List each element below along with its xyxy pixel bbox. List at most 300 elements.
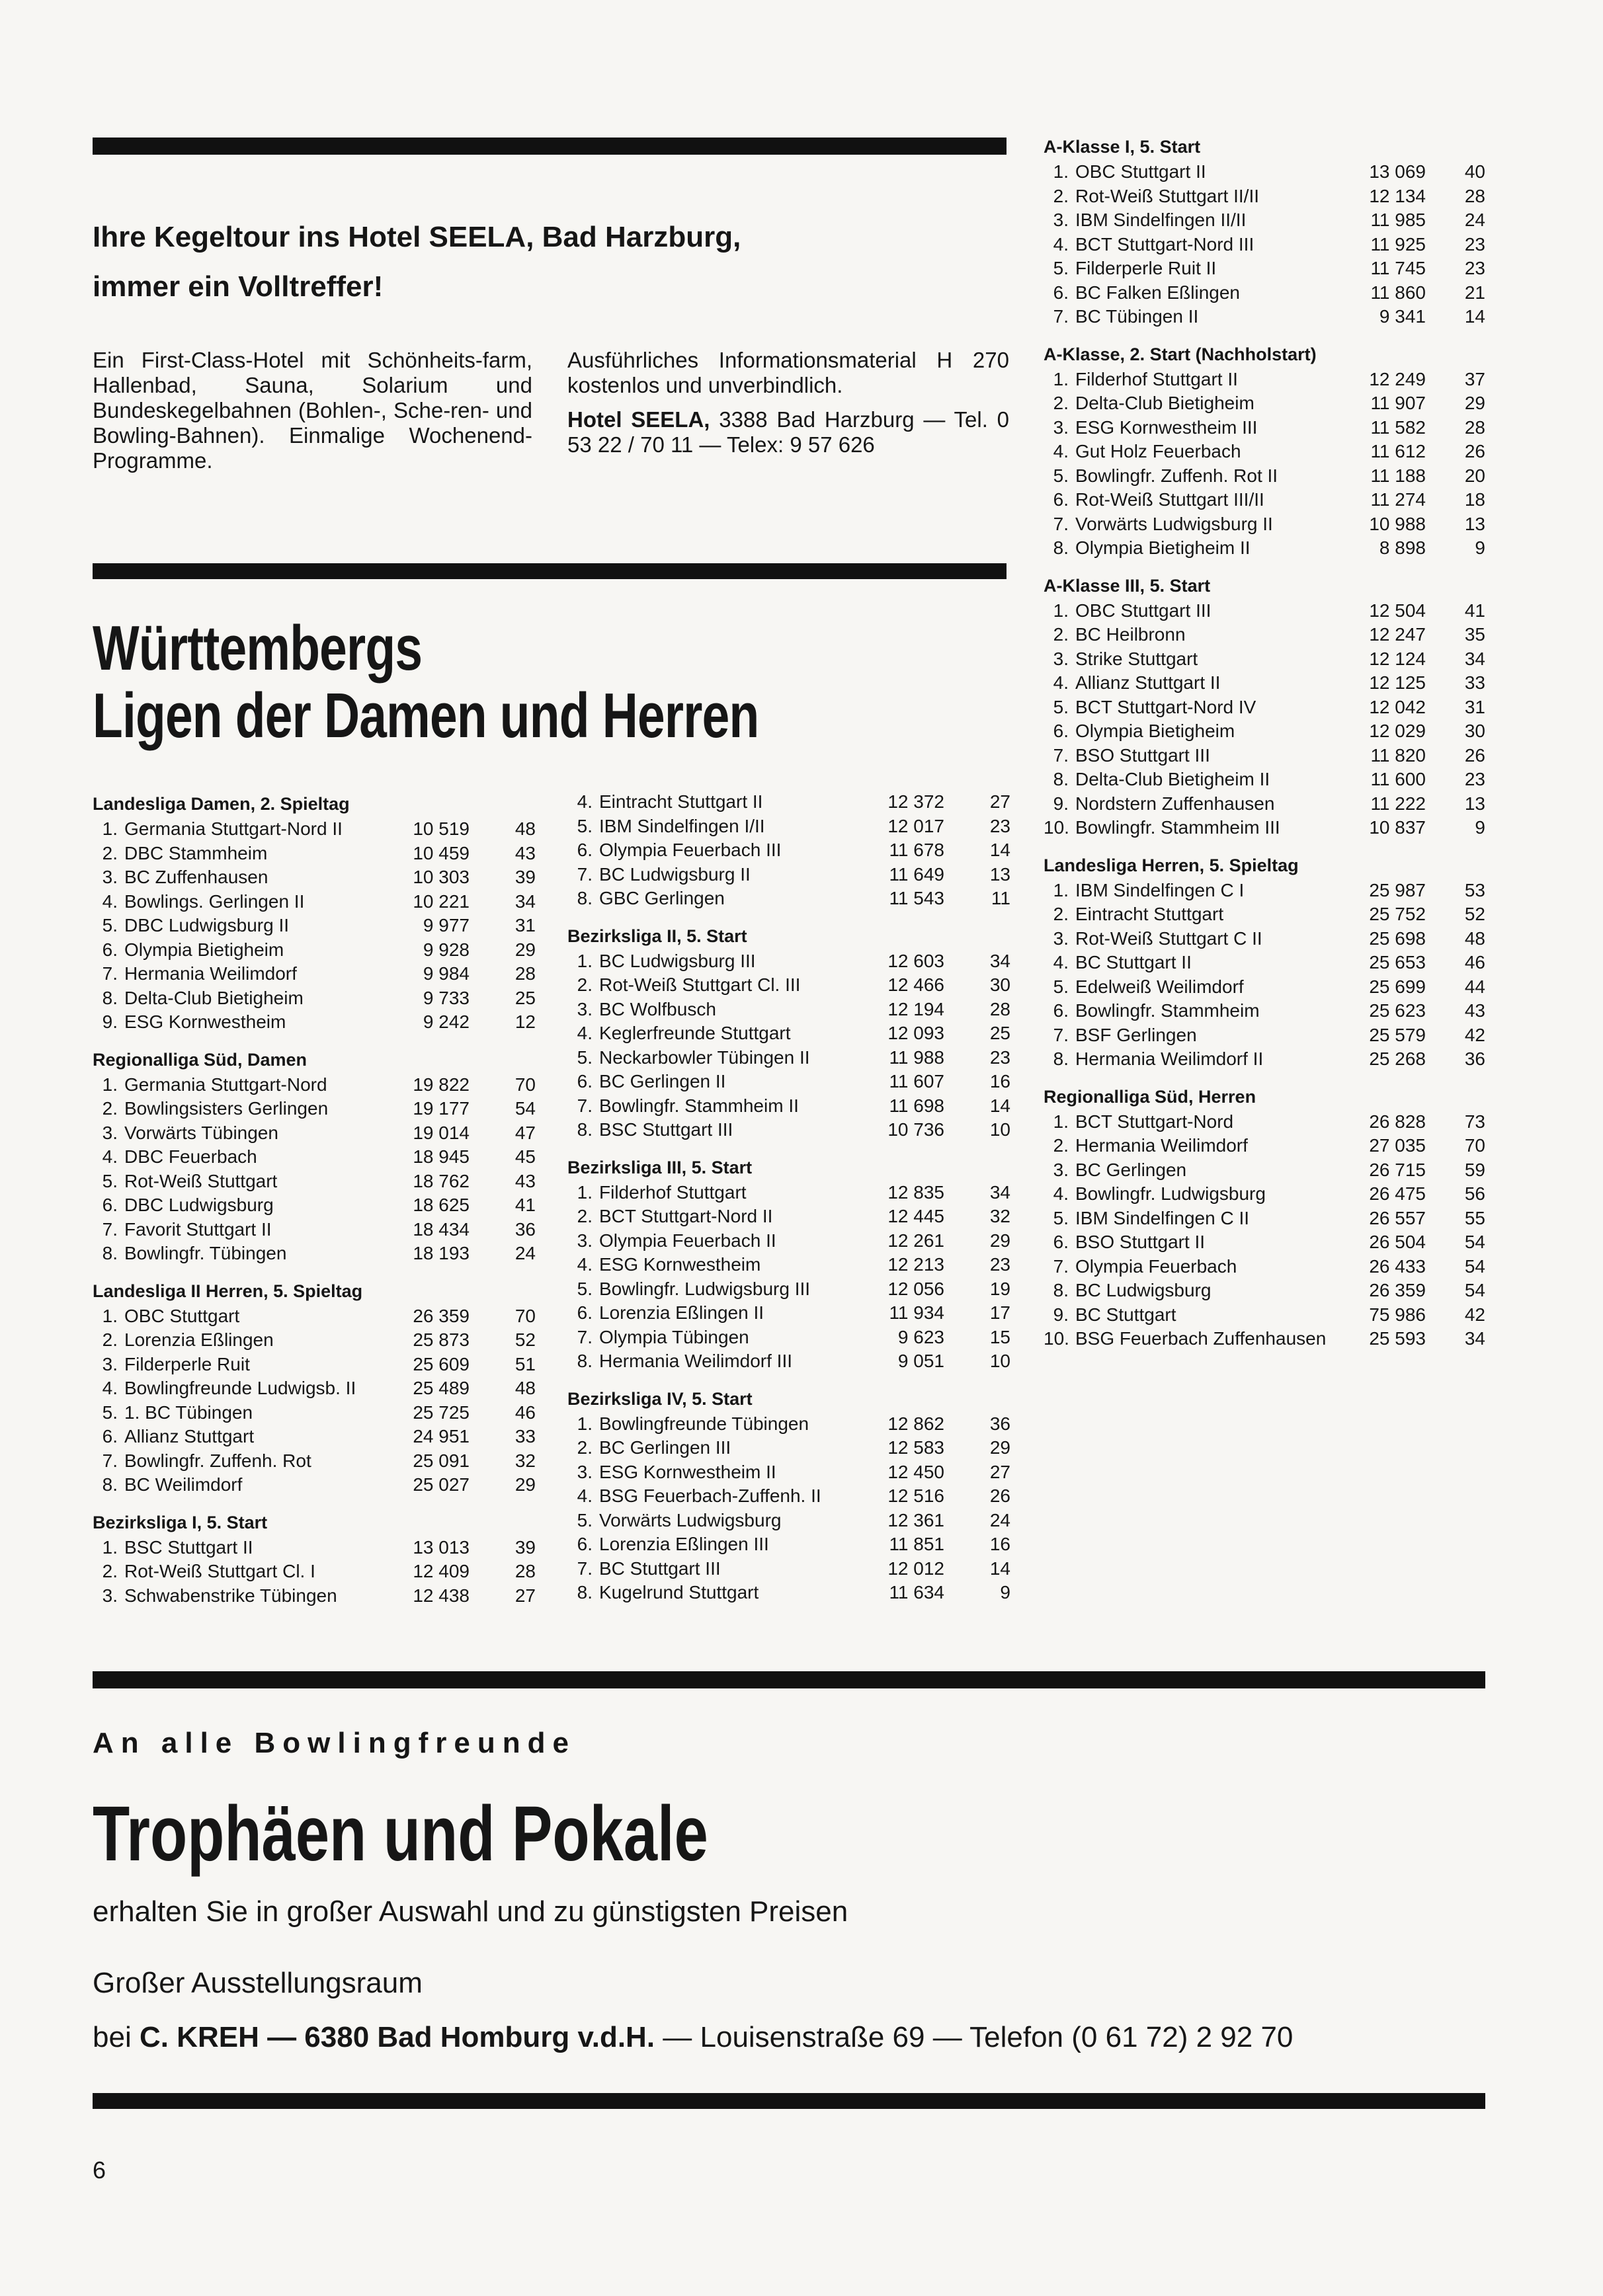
table-row <box>93 890 536 914</box>
table-row <box>93 1097 536 1121</box>
points: 19 <box>989 1278 1010 1299</box>
rank: 4. <box>577 1254 593 1275</box>
score: 24 951 <box>413 1426 470 1446</box>
team-name: Vorwärts Tübingen <box>124 1122 278 1143</box>
points: 42 <box>1464 1304 1485 1325</box>
table-row <box>1044 257 1485 281</box>
table-row <box>1044 233 1485 257</box>
table-row <box>567 1484 1010 1509</box>
points: 23 <box>989 1047 1010 1068</box>
points: 36 <box>1464 1049 1485 1069</box>
table-row <box>1044 1134 1485 1158</box>
league-table <box>93 1281 536 1497</box>
column-right <box>1044 136 1485 1351</box>
score: 11 851 <box>889 1534 944 1554</box>
points: 24 <box>514 1243 536 1263</box>
rank: 7. <box>1053 306 1069 327</box>
table-row <box>1044 768 1485 792</box>
team-name: OBC Stuttgart <box>124 1305 240 1326</box>
rank: 4. <box>1053 233 1069 255</box>
points: 54 <box>1464 1255 1485 1277</box>
rank: 1. <box>577 1181 593 1203</box>
score: 25 725 <box>413 1402 470 1423</box>
points: 47 <box>514 1122 536 1143</box>
points: 54 <box>1464 1280 1485 1300</box>
team-name: IBM Sindelfingen C II <box>1075 1207 1250 1228</box>
table-row <box>567 1509 1010 1533</box>
score: 12 042 <box>1369 696 1426 717</box>
hotel-ad-headline-line-2: immer ein Volltreffer! <box>93 270 384 303</box>
team-name: BSG Feuerbach Zuffenhausen <box>1075 1328 1327 1349</box>
rank: 5. <box>1053 696 1069 717</box>
score: 9 928 <box>423 939 470 960</box>
score: 12 017 <box>887 815 944 836</box>
points: 20 <box>1464 465 1485 486</box>
league-table <box>93 1049 536 1266</box>
hotel-ad-description: Ein First-Class-Hotel mit Schönheits-farm, Hallenbad, Sauna, Solarium und Bundeskegelbahnen (Bohlen-, Sche-ren- und Bowling-Bahnen). Einmalige Wochenend-Programme. <box>93 348 532 473</box>
points: 39 <box>514 867 536 887</box>
hotel-ad-name: Hotel SEELA, <box>567 407 710 432</box>
score: 26 359 <box>413 1305 470 1326</box>
table-row <box>1044 488 1485 512</box>
rank: 4. <box>577 791 593 812</box>
rank: 2. <box>577 1437 593 1458</box>
points: 34 <box>1464 648 1485 669</box>
points: 29 <box>1464 393 1485 413</box>
rank: 9. <box>102 1011 118 1032</box>
table-row <box>567 838 1010 863</box>
table-row <box>567 1436 1010 1460</box>
points: 53 <box>1464 879 1485 900</box>
table-row <box>93 1560 536 1584</box>
score: 12 835 <box>887 1181 944 1203</box>
points: 27 <box>989 1461 1010 1482</box>
team-name: Lorenzia Eßlingen III <box>599 1534 769 1554</box>
score: 10 303 <box>413 867 470 887</box>
team-name: Olympia Tübingen <box>599 1326 749 1347</box>
score: 11 607 <box>889 1071 944 1091</box>
score: 12 125 <box>1369 672 1426 693</box>
team-name: Bowlingfr. Stammheim <box>1075 1000 1260 1021</box>
rank: 3. <box>102 1585 118 1606</box>
table-row <box>1044 440 1485 464</box>
score: 9 051 <box>897 1351 944 1371</box>
rank: 7. <box>577 863 593 885</box>
team-name: Germania Stuttgart-Nord <box>124 1074 327 1095</box>
rank: 7. <box>1053 513 1069 534</box>
page-number: 6 <box>93 2157 106 2184</box>
rank: 9. <box>1053 793 1069 814</box>
score: 11 860 <box>1370 282 1426 303</box>
table-row <box>1044 975 1485 1000</box>
score: 9 977 <box>423 915 470 935</box>
score: 11 222 <box>1370 793 1426 814</box>
points: 13 <box>1464 793 1485 814</box>
points: 40 <box>1464 161 1485 182</box>
team-name: BSC Stuttgart III <box>599 1119 733 1140</box>
table-row <box>567 1118 1010 1142</box>
bowling-ad-address: — Louisenstraße 69 — Telefon (0 61 72) 2 92 70 <box>655 2021 1294 2053</box>
points: 36 <box>989 1413 1010 1434</box>
team-name: ESG Kornwestheim <box>599 1254 761 1275</box>
hotel-ad-body-left <box>93 348 532 473</box>
points: 27 <box>989 791 1010 812</box>
team-name: BC Ludwigsburg II <box>599 863 751 885</box>
table-row <box>1044 464 1485 489</box>
table-row <box>1044 792 1485 816</box>
score: 11 934 <box>889 1302 944 1323</box>
team-name: Vorwärts Ludwigsburg II <box>1075 513 1273 534</box>
score: 12 409 <box>413 1561 470 1581</box>
league-title: Regionalliga Süd, Damen <box>93 1049 308 1070</box>
table-row <box>1044 1110 1485 1134</box>
table-row <box>1044 368 1485 392</box>
table-row <box>1044 536 1485 561</box>
points: 46 <box>1464 952 1485 972</box>
score: 12 261 <box>887 1230 944 1251</box>
rank: 5. <box>1053 1207 1069 1228</box>
league-table <box>1044 136 1485 329</box>
points: 28 <box>1464 185 1485 206</box>
league-title: Landesliga Herren, 5. Spieltag <box>1044 855 1299 875</box>
team-name: Bowlings. Gerlingen II <box>124 891 305 912</box>
score: 9 242 <box>423 1011 470 1032</box>
team-name: Delta-Club Bietigheim <box>124 987 304 1008</box>
points: 41 <box>514 1195 536 1215</box>
rank: 4. <box>577 1023 593 1043</box>
team-name: BC Zuffenhausen <box>124 867 268 887</box>
team-name: Vorwärts Ludwigsburg <box>599 1509 782 1530</box>
team-name: Bowlingfr. Ludwigsburg III <box>599 1278 811 1299</box>
score: 12 583 <box>887 1437 944 1458</box>
score: 10 519 <box>413 818 470 839</box>
score: 9 733 <box>423 987 470 1008</box>
table-row <box>93 1536 536 1560</box>
points: 52 <box>1464 904 1485 924</box>
points: 27 <box>514 1585 536 1606</box>
points: 23 <box>989 1254 1010 1275</box>
team-name: IBM Sindelfingen I/II <box>599 815 765 836</box>
team-name: BC Stuttgart <box>1075 1304 1176 1325</box>
table-row <box>567 863 1010 887</box>
points: 32 <box>514 1450 536 1471</box>
points: 24 <box>1464 210 1485 230</box>
rank: 6. <box>1053 282 1069 303</box>
table-row <box>1044 695 1485 720</box>
rank: 8. <box>1053 1280 1069 1300</box>
league-title: A-Klasse III, 5. Start <box>1044 575 1211 596</box>
rank: 1. <box>1053 600 1069 621</box>
score: 12 372 <box>887 791 944 812</box>
rank: 7. <box>577 1558 593 1579</box>
table-row <box>1044 999 1485 1023</box>
score: 12 029 <box>1369 721 1426 741</box>
team-name: Nordstern Zuffenhausen <box>1075 793 1275 814</box>
rank: 2. <box>102 1098 118 1119</box>
hotel-ad-headline <box>93 218 1005 305</box>
team-name: BC Ludwigsburg <box>1075 1280 1212 1300</box>
score: 26 557 <box>1369 1207 1426 1228</box>
points: 34 <box>989 1181 1010 1203</box>
table-row <box>1044 160 1485 184</box>
table-row <box>93 1353 536 1377</box>
team-name: BC Gerlingen III <box>599 1437 731 1458</box>
points: 11 <box>991 888 1010 908</box>
score: 13 013 <box>413 1536 470 1558</box>
table-row <box>567 973 1010 998</box>
table-row <box>93 1073 536 1097</box>
points: 14 <box>989 1095 1010 1116</box>
team-name: Hermania Weilimdorf III <box>599 1351 793 1371</box>
points: 14 <box>989 840 1010 860</box>
rank: 1. <box>102 1536 118 1558</box>
rank: 7. <box>102 1218 118 1240</box>
table-row <box>567 1326 1010 1350</box>
rank: 1. <box>577 1413 593 1434</box>
table-row <box>567 1181 1010 1205</box>
rank: 4. <box>577 1485 593 1506</box>
table-row <box>567 1581 1010 1605</box>
score: 18 434 <box>413 1218 470 1240</box>
hotel-ad-headline-line-1: Ihre Kegeltour ins Hotel SEELA, Bad Harzburg, <box>93 221 741 253</box>
points: 31 <box>514 915 536 935</box>
rank: 4. <box>1053 672 1069 693</box>
table-row <box>93 1449 536 1474</box>
rank: 3. <box>1053 210 1069 230</box>
rank: 8. <box>102 1474 118 1495</box>
points: 10 <box>989 1351 1010 1371</box>
score: 25 623 <box>1369 1000 1426 1021</box>
table-row <box>567 887 1010 911</box>
points: 48 <box>514 1378 536 1398</box>
score: 12 247 <box>1369 624 1426 645</box>
score: 12 438 <box>413 1585 470 1606</box>
points: 28 <box>989 998 1010 1019</box>
points: 23 <box>989 815 1010 836</box>
score: 12 603 <box>887 950 944 971</box>
table-row <box>567 1094 1010 1119</box>
table-row <box>93 817 536 842</box>
team-name: Rot-Weiß Stuttgart <box>124 1170 278 1191</box>
rank: 4. <box>1053 952 1069 972</box>
team-name: ESG Kornwestheim III <box>1075 416 1258 438</box>
rank: 7. <box>577 1326 593 1347</box>
points: 73 <box>1464 1111 1485 1132</box>
score: 11 745 <box>1370 258 1426 278</box>
rank: 2. <box>102 1561 118 1581</box>
table-row <box>1044 951 1485 975</box>
rank: 10. <box>1044 817 1069 838</box>
hotel-ad-address: 3388 Bad Harzburg — Tel. 0 53 22 / 70 11 — Telex: 9 57 626 <box>567 407 1009 457</box>
table-row <box>93 1328 536 1353</box>
rank: 2. <box>1053 393 1069 413</box>
score: 11 649 <box>889 863 944 885</box>
rank: 8. <box>577 1351 593 1371</box>
league-table <box>1044 575 1485 840</box>
points: 23 <box>1464 233 1485 255</box>
rank: 8. <box>1053 1049 1069 1069</box>
table-row <box>93 1242 536 1266</box>
team-name: Allianz Stuttgart II <box>1075 672 1221 693</box>
rank: 5. <box>577 815 593 836</box>
league-title: Bezirksliga III, 5. Start <box>567 1157 753 1177</box>
score: 12 249 <box>1369 368 1426 389</box>
rank: 4. <box>1053 441 1069 461</box>
team-name: Bowlingfr. Stammheim III <box>1075 817 1280 838</box>
score: 26 359 <box>1369 1280 1426 1300</box>
score: 26 828 <box>1369 1111 1426 1132</box>
team-name: Olympia Feuerbach II <box>599 1230 776 1251</box>
score: 12 194 <box>887 998 944 1019</box>
rank: 4. <box>102 1378 118 1398</box>
score: 11 188 <box>1370 465 1426 486</box>
team-name: Olympia Bietigheim <box>124 939 284 960</box>
team-name: Hermania Weilimdorf <box>1075 1135 1248 1156</box>
table-row <box>1044 1279 1485 1303</box>
rank: 4. <box>1053 1183 1069 1204</box>
score: 12 361 <box>887 1509 944 1530</box>
table-row <box>93 1218 536 1242</box>
points: 56 <box>1464 1183 1485 1204</box>
bowling-ad-prefix: bei <box>93 2021 140 2053</box>
table-row <box>567 1070 1010 1094</box>
team-name: Olympia Bietigheim <box>1075 721 1235 741</box>
points: 43 <box>514 1170 536 1191</box>
score: 25 027 <box>413 1474 470 1495</box>
table-row <box>93 1145 536 1169</box>
table-row <box>93 1169 536 1194</box>
score: 12 516 <box>887 1485 944 1506</box>
score: 10 459 <box>413 842 470 863</box>
points: 12 <box>514 1011 536 1032</box>
hotel-ad-info: Ausführliches Informationsmaterial H 270 kostenlos und unverbindlich. <box>567 348 1009 397</box>
points: 9 <box>1000 1582 1010 1603</box>
league-title: Landesliga II Herren, 5. Spieltag <box>93 1281 363 1301</box>
team-name: Hermania Weilimdorf <box>124 963 297 984</box>
score: 11 612 <box>1370 441 1426 461</box>
rank: 1. <box>102 818 118 839</box>
points: 28 <box>1464 416 1485 438</box>
points: 15 <box>989 1326 1010 1347</box>
team-name: DBC Ludwigsburg <box>124 1195 274 1215</box>
team-name: Rot-Weiß Stuttgart Cl. I <box>124 1561 315 1581</box>
rank: 8. <box>1053 537 1069 558</box>
team-name: BCT Stuttgart-Nord <box>1075 1111 1234 1132</box>
points: 28 <box>514 1561 536 1581</box>
points: 30 <box>989 974 1010 995</box>
score: 11 988 <box>889 1047 944 1068</box>
rank: 1. <box>1053 879 1069 900</box>
team-name: Rot-Weiß Stuttgart II/II <box>1075 185 1260 206</box>
team-name: Delta-Club Bietigheim II <box>1075 769 1270 789</box>
table-row <box>1044 719 1485 744</box>
table-row <box>1044 647 1485 672</box>
points: 16 <box>989 1071 1010 1091</box>
score: 12 504 <box>1369 600 1426 621</box>
team-name: BSC Stuttgart II <box>124 1536 253 1558</box>
team-name: Bowlingfr. Zuffenh. Rot <box>124 1450 311 1471</box>
league-title: Regionalliga Süd, Herren <box>1044 1086 1256 1107</box>
table-row <box>567 1277 1010 1302</box>
rank: 6. <box>102 939 118 960</box>
table-row <box>567 998 1010 1022</box>
points: 24 <box>989 1509 1010 1530</box>
team-name: DBC Feuerbach <box>124 1146 257 1167</box>
team-name: Edelweiß Weilimdorf <box>1075 976 1244 997</box>
score: 11 543 <box>889 888 944 908</box>
team-name: Schwabenstrike Tübingen <box>124 1585 337 1606</box>
table-row <box>567 1532 1010 1557</box>
team-name: BC Heilbronn <box>1075 624 1186 645</box>
score: 26 475 <box>1369 1183 1426 1204</box>
points: 28 <box>514 963 536 984</box>
points: 39 <box>514 1536 536 1558</box>
table-row <box>93 1401 536 1425</box>
rank: 10. <box>1044 1328 1069 1349</box>
rank: 2. <box>1053 1135 1069 1156</box>
league-title: A-Klasse I, 5. Start <box>1044 137 1201 157</box>
team-name: OBC Stuttgart III <box>1075 600 1212 621</box>
article-title <box>93 615 969 750</box>
rank: 4. <box>102 1146 118 1167</box>
team-name: Kugelrund Stuttgart <box>599 1582 759 1603</box>
team-name: BC Stuttgart III <box>599 1558 721 1579</box>
team-name: BC Gerlingen <box>1075 1159 1187 1180</box>
points: 10 <box>989 1119 1010 1140</box>
points: 55 <box>1464 1207 1485 1228</box>
league-table <box>93 1512 536 1608</box>
table-row <box>567 1229 1010 1253</box>
points: 31 <box>1464 696 1485 717</box>
score: 9 623 <box>897 1326 944 1347</box>
team-name: Olympia Bietigheim II <box>1075 537 1251 558</box>
rank: 1. <box>1053 368 1069 389</box>
league-table <box>93 793 536 1035</box>
table-row <box>93 1193 536 1218</box>
rank: 5. <box>102 1402 118 1423</box>
table-row <box>567 814 1010 839</box>
score: 19 177 <box>413 1098 470 1119</box>
league-title: A-Klasse, 2. Start (Nachholstart) <box>1044 344 1317 364</box>
points: 37 <box>1464 368 1485 389</box>
rank: 5. <box>1053 976 1069 997</box>
team-name: BCT Stuttgart-Nord II <box>599 1206 773 1226</box>
league-table <box>1044 344 1485 561</box>
team-name: Filderperle Ruit <box>124 1353 250 1374</box>
score: 11 907 <box>1370 393 1426 413</box>
rank: 1. <box>1053 161 1069 182</box>
points: 13 <box>1464 513 1485 534</box>
points: 44 <box>1464 976 1485 997</box>
league-title: Bezirksliga I, 5. Start <box>93 1512 268 1532</box>
score: 12 445 <box>887 1206 944 1226</box>
league-table <box>567 926 1010 1142</box>
rank: 8. <box>577 1119 593 1140</box>
points: 30 <box>1464 721 1485 741</box>
rank: 7. <box>102 963 118 984</box>
score: 12 093 <box>887 1023 944 1043</box>
score: 12 450 <box>887 1461 944 1482</box>
rank: 5. <box>102 915 118 935</box>
team-name: Allianz Stuttgart <box>124 1426 255 1446</box>
league-title: Bezirksliga IV, 5. Start <box>567 1388 753 1409</box>
rank: 3. <box>577 1461 593 1482</box>
points: 34 <box>514 891 536 912</box>
score: 10 988 <box>1369 513 1426 534</box>
score: 12 134 <box>1369 185 1426 206</box>
team-name: Bowlingfr. Tübingen <box>124 1243 287 1263</box>
team-name: Gut Holz Feuerbach <box>1075 441 1241 461</box>
